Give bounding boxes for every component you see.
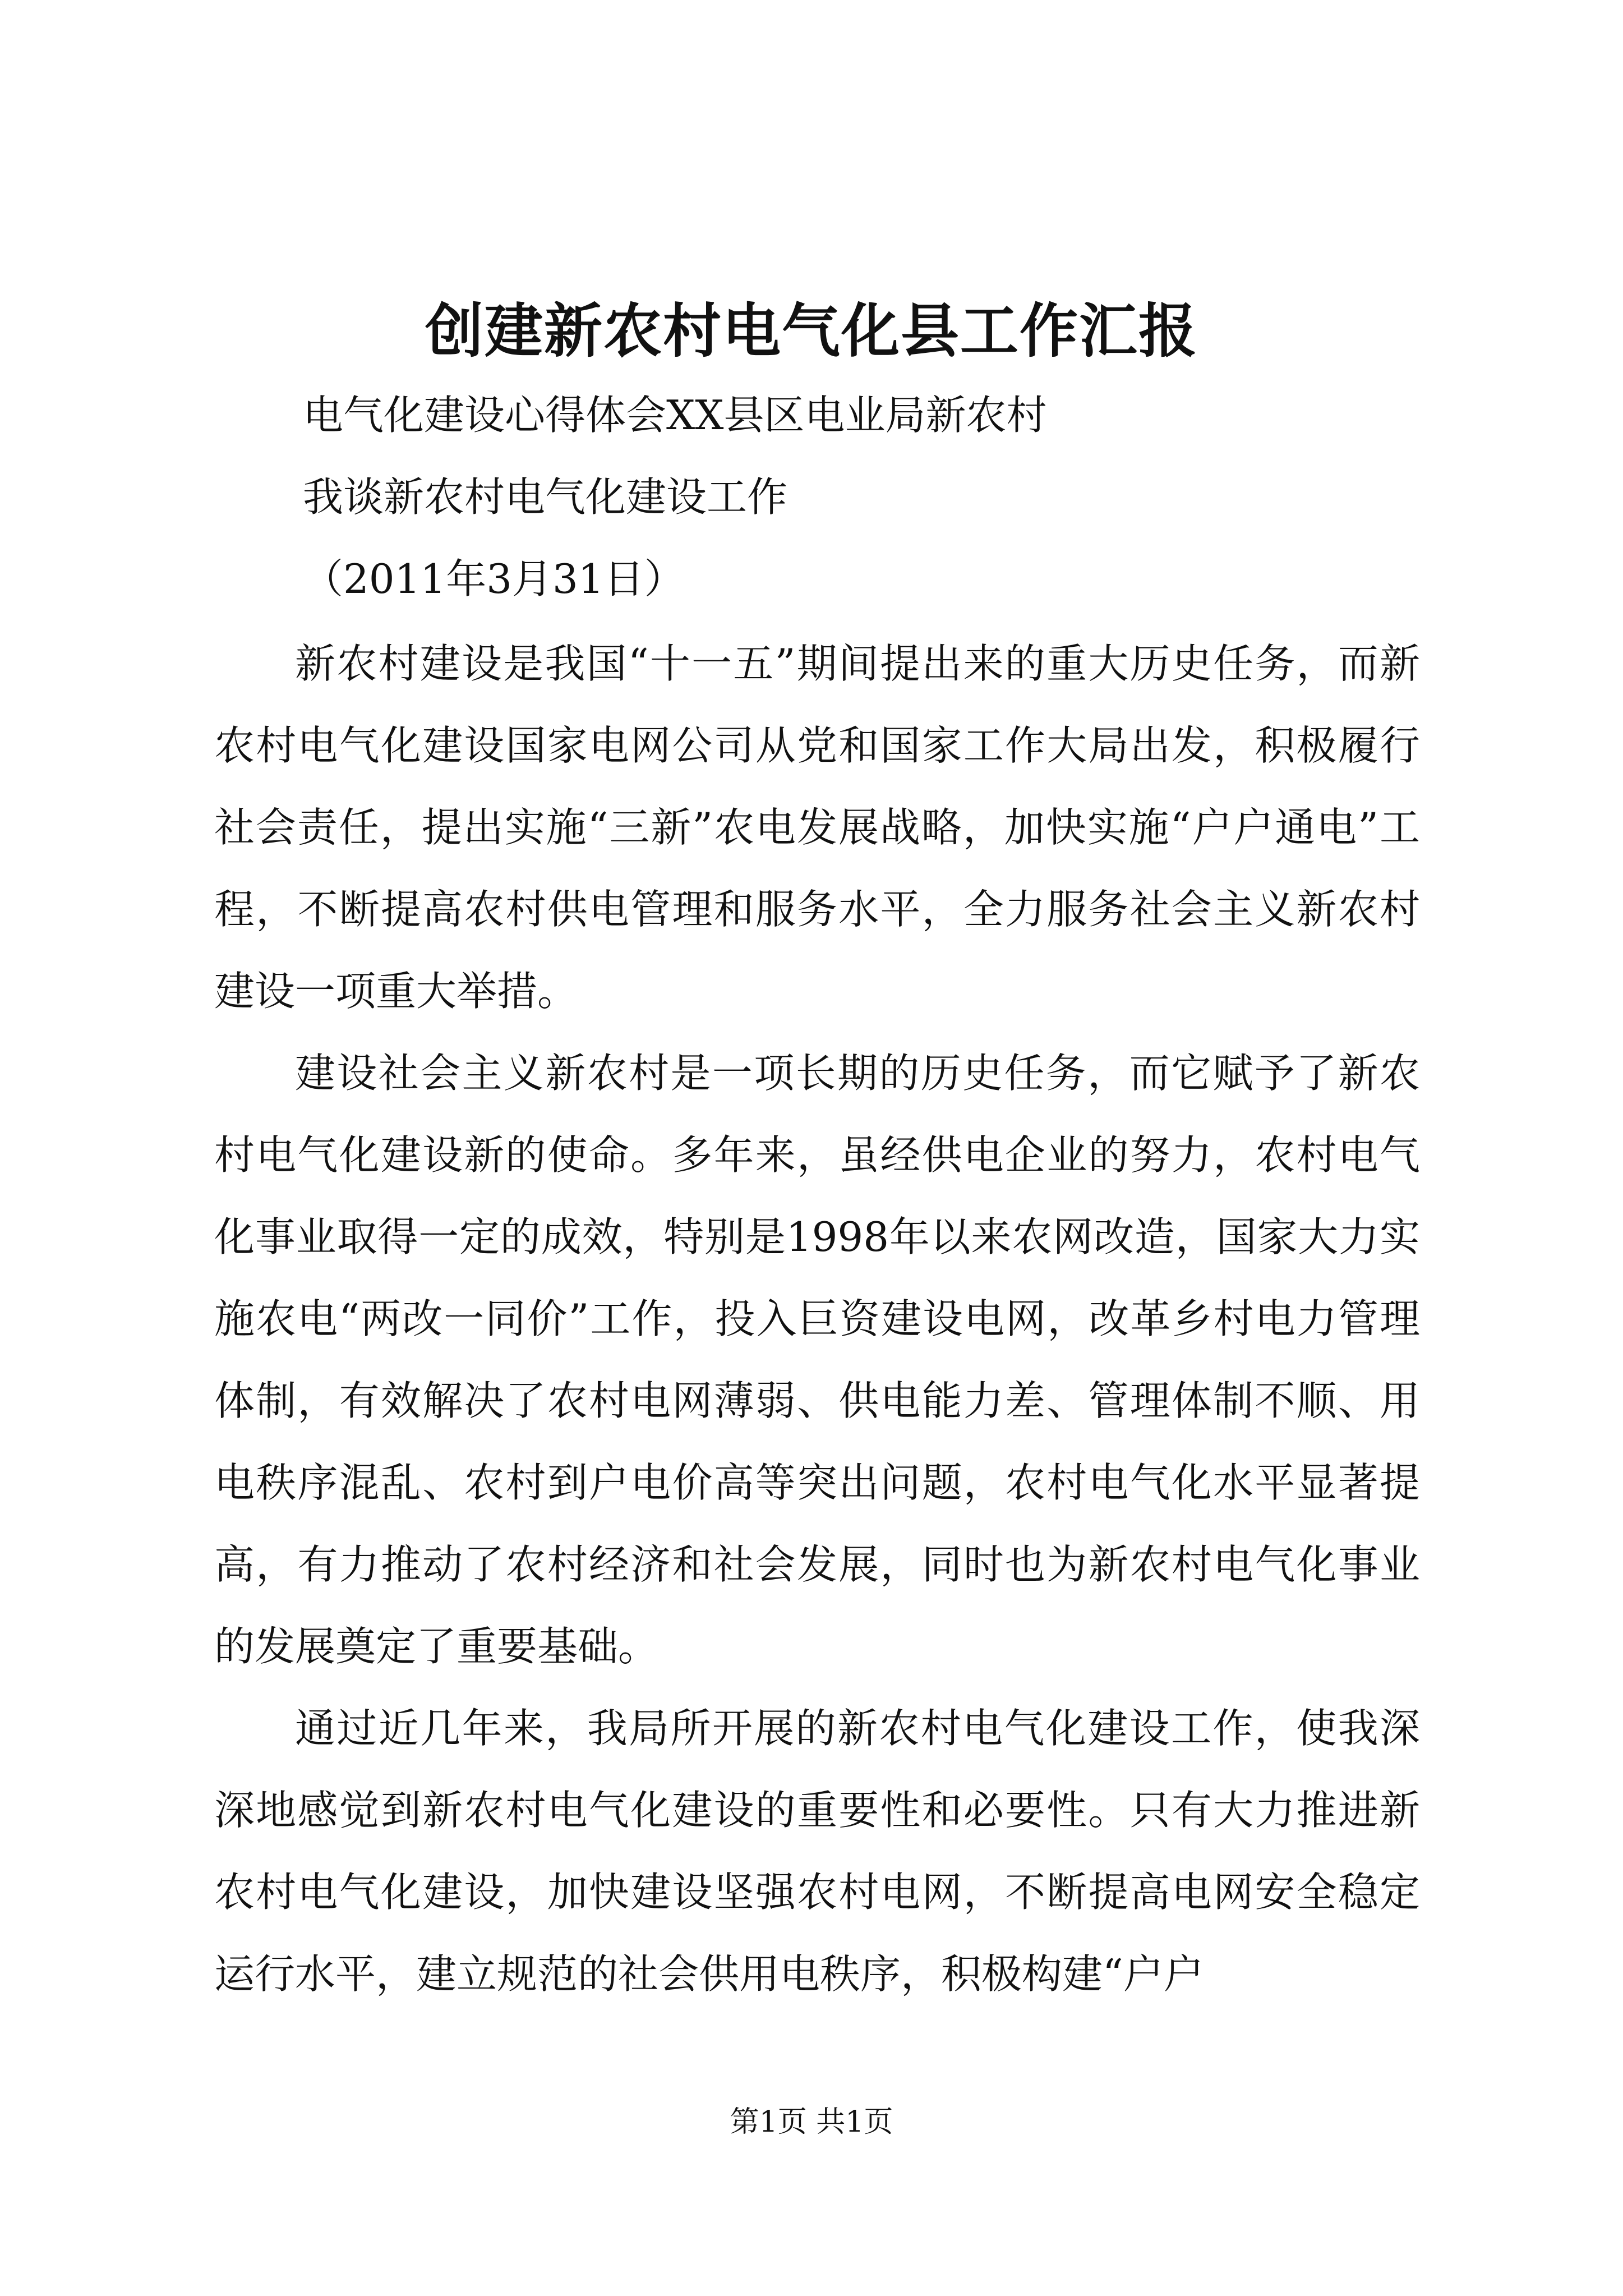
page-footer: 第1页 共1页 bbox=[730, 2105, 893, 2139]
document-date: （2011年3月31日） bbox=[303, 555, 685, 602]
document-subtitle-secondary: 我谈新农村电气化建设工作 bbox=[303, 473, 788, 521]
document-subtitle: 电气化建设心得体会XX县区电业局新农村 bbox=[303, 392, 1047, 439]
body-paragraph: 建设社会主义新农村是一项长期的历史任务，而它赋予了新农村电气化建设新的使命。多年来，虽经供电企业的努力，农村电气化事业取得一定的成效，特别是1998年以来农网改造，国家大力实施农电“两改一同价”工作，投入巨资建设电网，改革乡村电力管理体制，有效解决了农村电网薄弱、供电能力差、管理体制不顺、用电秩序混乱、农村到户电价高等突出问题，农村电气化水平显著提高，有力推动了农村经济和社会发展，同时也为新农村电气化事业的发展奠定了重要基础。 bbox=[214, 1050, 1420, 1670]
document-title: 创建新农村电气化县工作汇报 bbox=[425, 296, 1198, 365]
body-paragraph: 新农村建设是我国“十一五”期间提出来的重大历史任务，而新农村电气化建设国家电网公司从党和国家工作大局出发，积极履行社会责任，提出实施“三新”农电发展战略，加快实施“户户通电”工程，不断提高农村供电管理和服务水平，全力服务社会主义新农村建设一项重大举措。 bbox=[214, 640, 1420, 1015]
body-paragraph: 通过近几年来，我局所开展的新农村电气化建设工作，使我深深地感觉到新农村电气化建设的重要性和必要性。只有大力推进新农村电气化建设，加快建设坚强农村电网，不断提高电网安全稳定运行水平，建立规范的社会供用电秩序，积极构建“户户 bbox=[214, 1705, 1420, 1998]
document-body bbox=[214, 623, 1420, 2015]
